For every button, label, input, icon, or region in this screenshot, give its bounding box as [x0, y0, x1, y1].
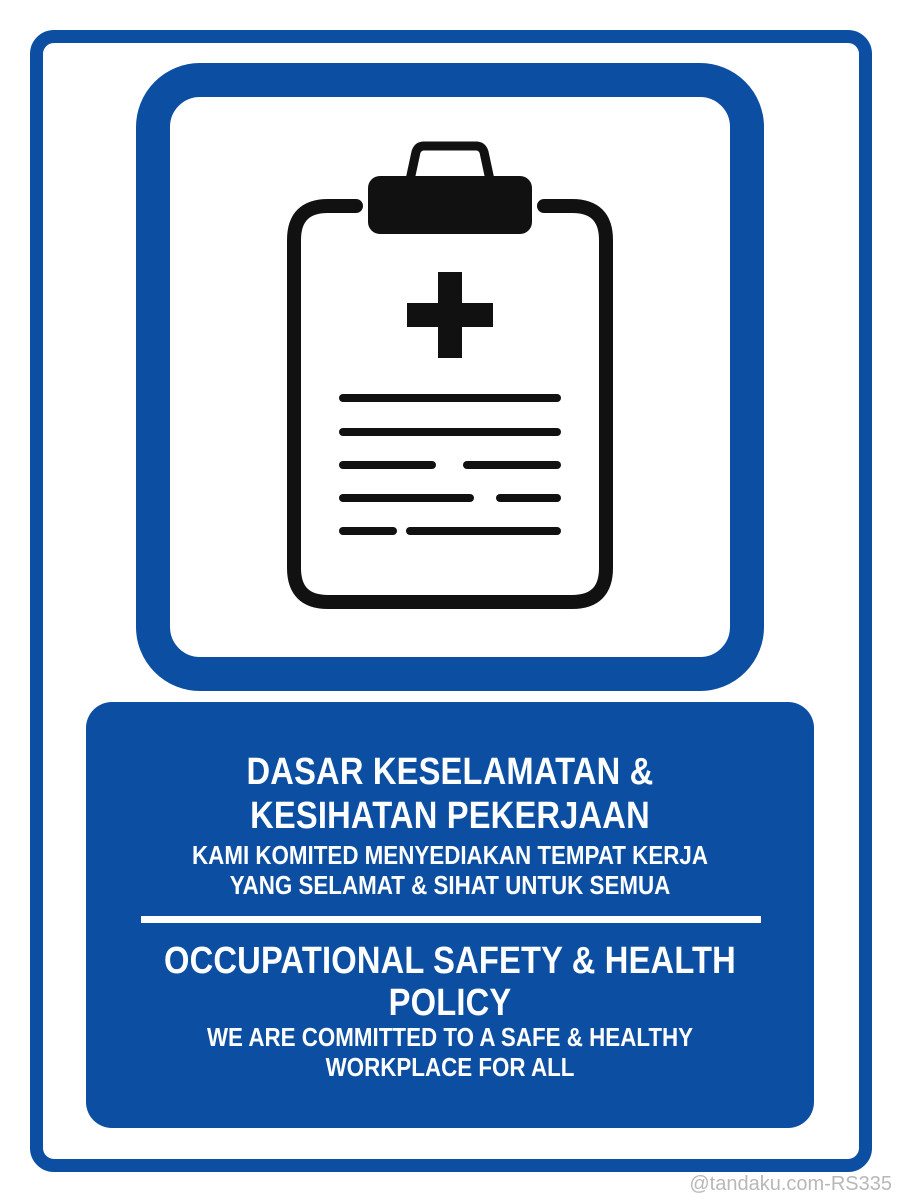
clipboard-board	[294, 206, 606, 602]
english-subtitle-line-2: WORKPLACE FOR ALL	[325, 1052, 575, 1082]
malay-title-line-2: KESIHATAN PEKERJAAN	[250, 795, 650, 837]
malay-title-line-1: DASAR KESELAMATAN &	[246, 751, 654, 793]
text-panel	[86, 702, 814, 1128]
malay-subtitle-line-2: YANG SELAMAT & SIHAT UNTUK SEMUA	[229, 870, 671, 900]
document-lines	[343, 398, 557, 531]
malay-subtitle-line-1: KAMI KOMITED MENYEDIAKAN TEMPAT KERJA	[192, 840, 708, 870]
divider	[141, 916, 761, 923]
cross-horizontal	[407, 303, 493, 327]
english-title-line-1: OCCUPATIONAL SAFETY & HEALTH	[164, 940, 736, 982]
english-subtitle-line-1: WE ARE COMMITTED TO A SAFE & HEALTHY	[206, 1022, 694, 1052]
english-title-line-2: POLICY	[388, 982, 512, 1024]
clip-body	[368, 176, 532, 234]
watermark: @tandaku.com-RS335	[689, 1173, 892, 1195]
clip-handle	[410, 146, 490, 180]
